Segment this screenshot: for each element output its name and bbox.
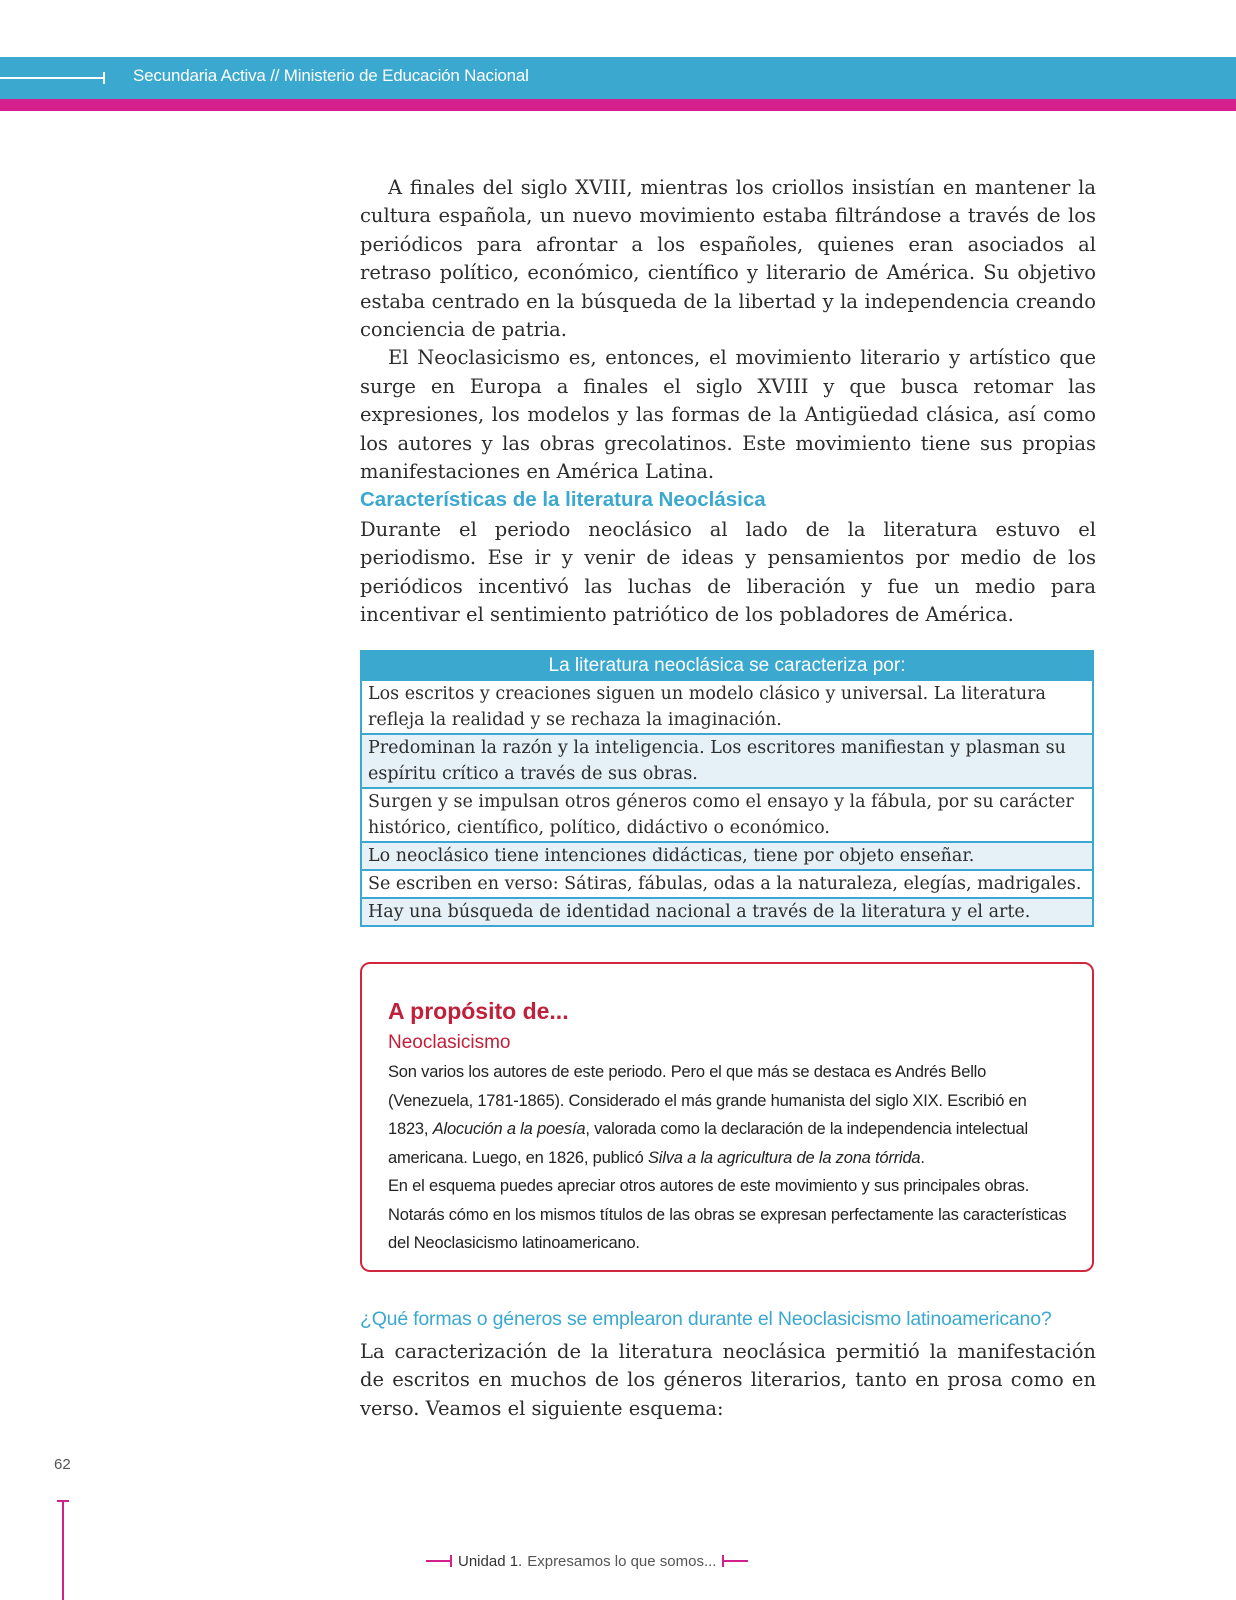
footer-unit-title: Expresamos lo que somos... — [527, 1552, 717, 1570]
info-box-title: A propósito de... — [388, 998, 569, 1024]
table-row: Hay una búsqueda de identidad nacional a través de la literatura y el arte. — [362, 897, 1092, 925]
footer — [426, 1551, 748, 1571]
intro-paragraph-2: El Neoclasicismo es, entonces, el movimiento literario y artístico que surge en Europa a finales el siglo XVIII y que busca retomar las expresiones, los modelos y las formas de la Antigüedad clásica, así como los autores y las obras grecolatinos. Este movimiento tiene sus propias manifestaciones en América Latina. — [360, 346, 1096, 484]
intro-section — [360, 174, 1096, 486]
characteristics-table — [360, 650, 1094, 927]
info-box-paragraph-1 — [388, 1058, 1068, 1172]
intro-paragraph-1: A finales del siglo XVIII, mientras los criollos insistían en mantener la cultura española, un nuevo movimiento estaba filtrándose a través de los periódicos para afrontar a los españoles, quienes eran asociados al retraso político, económico, científico y literario de América. Su objetivo estaba centrado en la búsqueda de la libertad y la independencia creando conciencia de patria. — [360, 176, 1096, 342]
characteristics-heading: Características de la literatura Neoclásica — [360, 488, 766, 511]
table-row: Predominan la razón y la inteligencia. Los escritores manifiestan y plasman su espíritu crítico a través de sus obras. — [362, 733, 1092, 787]
table-row: Se escriben en verso: Sátiras, fábulas, odas a la naturaleza, elegías, madrigales. — [362, 869, 1092, 897]
info-box-paragraph-2: En el esquema puedes apreciar otros autores de este movimiento y sus principales obras. Notarás cómo en los mismos títulos de las obras se expresan perfectamente las características del Neoclasicismo latinoamericano. — [388, 1177, 1067, 1252]
header-rule — [0, 77, 104, 79]
info-box-body — [388, 1058, 1068, 1258]
header-accent-stripe — [0, 99, 1236, 111]
characteristics-section — [360, 516, 1096, 630]
question-heading: ¿Qué formas o géneros se emplearon durante el Neoclasicismo latinoamericano? — [360, 1308, 1052, 1330]
work-title: Alocución a la poesía — [432, 1120, 586, 1138]
margin-rule — [62, 1500, 64, 1600]
footer-rule-left — [426, 1560, 452, 1562]
info-text: Son varios los autores de este periodo. Pero el que más se destaca es Andrés Bello (Venezuela, 1781-1865). Considerado el más grande humanista del siglo XIX. Escribió en 1823, — [388, 1063, 1027, 1138]
info-text: , valorada como la declaración de la independencia intelectual americana. Luego, en 1826, publicó — [388, 1120, 1028, 1167]
question-section — [360, 1338, 1096, 1423]
work-title: Silva a la agricultura de la zona tórrida — [647, 1148, 921, 1167]
table-row: Los escritos y creaciones siguen un modelo clásico y universal. La literatura refleja la realidad y se rechaza la imaginación. — [362, 679, 1092, 733]
info-box-subtitle: Neoclasicismo — [388, 1032, 511, 1053]
table-row: Surgen y se impulsan otros géneros como el ensayo y la fábula, por su carácter histórico, científico, político, didáctivo o económico. — [362, 787, 1092, 841]
info-text: . — [920, 1148, 925, 1167]
header-rule-tick — [103, 72, 105, 84]
footer-rule-right — [722, 1560, 748, 1562]
footer-unit-label: Unidad 1. — [458, 1552, 523, 1570]
characteristics-paragraph: Durante el periodo neoclásico al lado de la literatura estuvo el periodismo. Ese ir y venir de ideas y pensamientos por medio de los periódicos incentivó las luchas de liberación y fue un medio para incentivar el sentimiento patriótico de los pobladores de América. — [360, 518, 1096, 627]
table-row: Lo neoclásico tiene intenciones didácticas, tiene por objeto enseñar. — [362, 841, 1092, 869]
table-header: La literatura neoclásica se caracteriza por: — [362, 652, 1092, 679]
info-box — [360, 962, 1094, 1272]
header-title: Secundaria Activa // Ministerio de Educación Nacional — [133, 66, 529, 85]
question-paragraph: La caracterización de la literatura neoclásica permitió la manifestación de escritos en muchos de los géneros literarios, tanto en prosa como en verso. Veamos el siguiente esquema: — [360, 1340, 1096, 1420]
page-number: 62 — [54, 1456, 71, 1473]
